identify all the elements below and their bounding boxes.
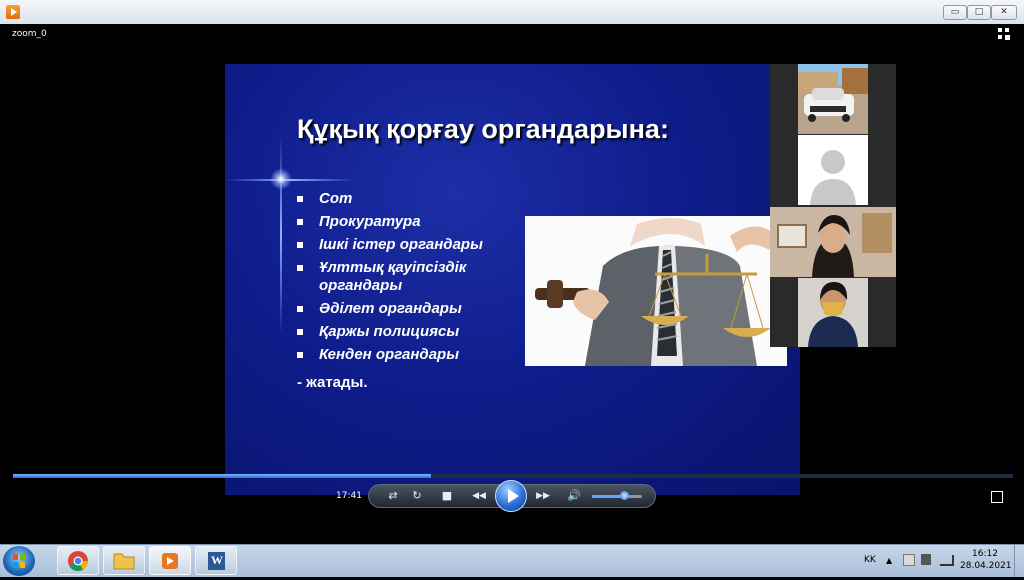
video-area[interactable] xyxy=(0,24,1024,544)
slide-suffix-text: - жатады. xyxy=(297,374,368,391)
justice-scales-photo xyxy=(525,216,787,366)
network-icon[interactable] xyxy=(940,555,954,566)
folder-icon xyxy=(104,547,144,574)
seek-bar[interactable] xyxy=(13,474,1013,478)
show-hidden-icons-icon[interactable]: ▲ xyxy=(886,556,893,565)
volume-icon[interactable]: 🔊 xyxy=(567,489,581,502)
participant-video-woman-mask[interactable] xyxy=(798,278,868,347)
taskbar-file-explorer[interactable] xyxy=(103,546,145,575)
bullet-item: Прокуратура xyxy=(297,213,517,231)
video-title: zoom_0 xyxy=(12,29,47,39)
battery-icon[interactable] xyxy=(921,554,931,565)
repeat-icon[interactable]: ↻ xyxy=(412,489,422,502)
elapsed-time: 17:41 xyxy=(336,491,362,501)
bullet-item: Сот xyxy=(297,190,517,208)
taskbar-chrome[interactable] xyxy=(57,546,99,575)
participant-video-car[interactable] xyxy=(798,64,868,134)
clock-date: 28.04.2021 xyxy=(960,561,1012,571)
media-player-app-icon xyxy=(6,5,20,19)
participant-video-no-camera[interactable] xyxy=(798,135,868,205)
bullet-item: Әділет органдары xyxy=(297,300,517,318)
chrome-icon xyxy=(58,547,98,574)
participant-video-panel xyxy=(770,64,896,347)
action-center-icon[interactable] xyxy=(903,554,915,566)
close-button[interactable]: ✕ xyxy=(991,5,1017,20)
window-titlebar xyxy=(0,0,1024,25)
switch-view-icon[interactable] xyxy=(998,28,1010,40)
light-flare-vertical xyxy=(280,134,282,334)
bullet-item: Қаржы полициясы xyxy=(297,323,517,341)
maximize-button[interactable]: □ xyxy=(967,5,991,20)
show-desktop-button[interactable] xyxy=(1014,545,1024,577)
volume-slider[interactable] xyxy=(592,495,642,498)
volume-slider-handle[interactable] xyxy=(620,491,629,500)
fast-forward-button[interactable]: ▶▶ xyxy=(536,491,550,501)
bullet-item: Кенден органдары xyxy=(297,346,517,364)
word-icon-letter: W xyxy=(211,553,223,567)
seek-progress xyxy=(13,474,431,478)
clock-time: 16:12 xyxy=(972,549,998,559)
rewind-button[interactable]: ◀◀ xyxy=(472,491,486,501)
presentation-slide xyxy=(225,64,800,495)
language-indicator[interactable]: KK xyxy=(864,555,876,565)
windows-logo-icon xyxy=(3,546,35,576)
stop-button[interactable]: ■ xyxy=(441,489,453,502)
participant-video-woman-glasses[interactable] xyxy=(770,207,896,277)
bullet-item: Ішкі істер органдары xyxy=(297,236,517,254)
light-flare-star-icon xyxy=(270,168,292,190)
shuffle-icon[interactable]: ⇄ xyxy=(388,489,398,502)
taskbar-clock[interactable] xyxy=(960,548,1010,572)
slide-title: Құқық қорғау органдарына: xyxy=(297,114,669,144)
start-button[interactable] xyxy=(3,546,35,576)
media-player-icon xyxy=(150,547,190,574)
switch-to-library-icon[interactable] xyxy=(991,491,1003,503)
windows-taskbar xyxy=(0,544,1024,577)
taskbar-word[interactable] xyxy=(195,546,237,575)
play-button[interactable] xyxy=(495,480,527,512)
bullet-item: Ұлттық қауіпсіздік органдары xyxy=(297,259,517,295)
slide-bullet-list xyxy=(297,190,517,369)
taskbar-media-player[interactable] xyxy=(149,546,191,575)
minimize-button[interactable]: ▭ xyxy=(943,5,967,20)
